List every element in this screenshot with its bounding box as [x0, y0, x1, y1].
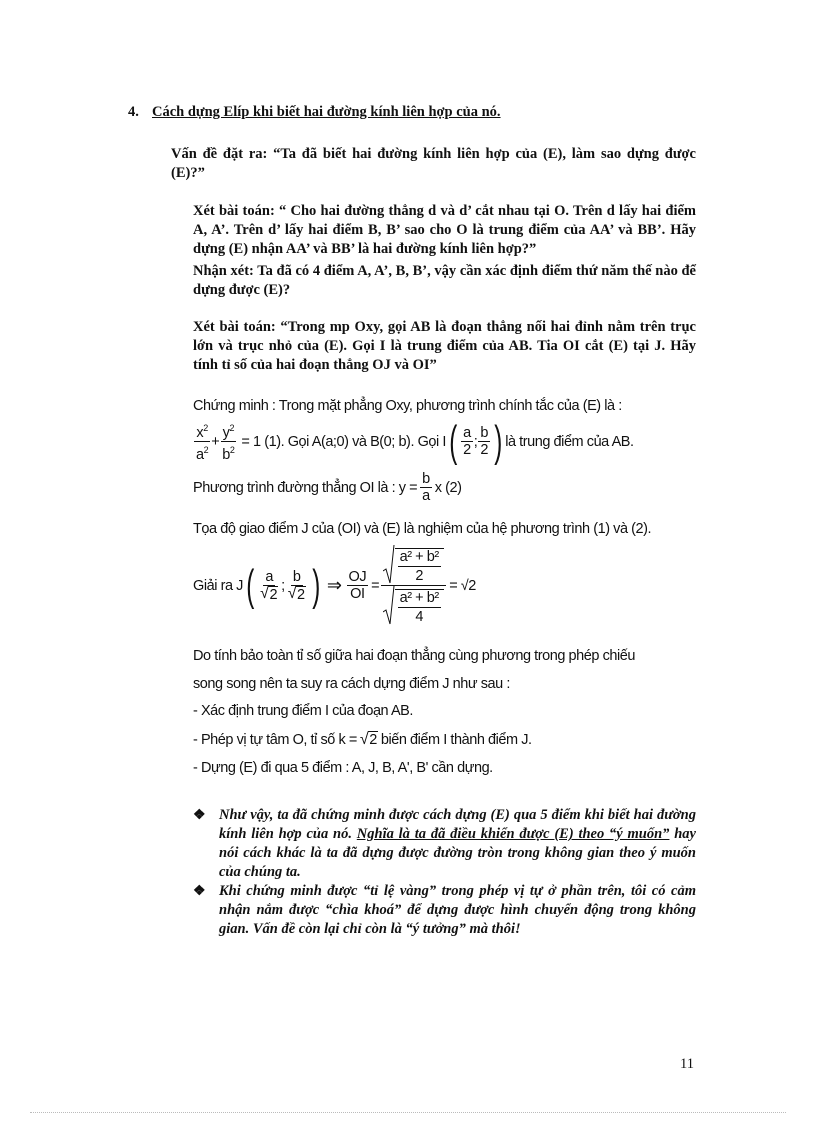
ratio-fraction: a² + b² 2 a² + b² 4	[382, 545, 444, 626]
radical-sign-icon	[383, 586, 395, 626]
page-divider	[30, 1112, 786, 1113]
construction-step-2: - Phép vị tự tâm O, tỉ số k = √ 2 biến điểm I thành điểm J.	[193, 731, 532, 748]
section-title: Cách dựng Elíp khi biết hai đường kính liên hợp của nó.	[152, 104, 501, 120]
bullet-list	[193, 806, 696, 939]
problem-2: Xét bài toán: “Trong mp Oxy, gọi AB là đoạn thẳng nối hai đỉnh nằm trên trục lớn và trục nhỏ của (E). Gọi I là trung điểm của AB. Tia OI cắt (E) tại J. Hãy tính tỉ số của hai đoạn thẳng OJ và OI”	[193, 319, 696, 373]
remark: Nhận xét: Ta đã có 4 điểm A, A’, B, B’, vậy cần xác định điểm thứ năm thế nào để dựng được (E)?	[193, 263, 696, 298]
conclusion-line-2: song song nên ta suy ra cách dựng điểm J như sau :	[193, 676, 510, 692]
section-number: 4.	[128, 104, 139, 120]
y2-over-b2: $\frac{y^2}{b^2}$	[220, 420, 236, 463]
intersection-text: Tọa độ giao điểm J của (OI) và (E) là nghiệm của hệ phương trình (1) và (2).	[193, 521, 652, 537]
construction-step-1: - Xác định trung điểm I của đoạn AB.	[193, 703, 413, 719]
list-item: ❖ Như vậy, ta đã chứng minh được cách dựng (E) qua 5 điểm khi biết hai đường kính liên hợp của nó. Nghĩa là ta đã điều khiển được (E) theo “ý muốn” hay nói cách khác là ta đã dựng được đường tròn trong không gian theo ý muốn của chúng ta.	[193, 807, 696, 880]
midpoint-text: là trung điểm của AB.	[505, 433, 634, 450]
ellipse-equation: $\frac{x^2}{a^2}$ + $\frac{y^2}{b^2}$ = 1 (1). Gọi A(a;0) và B(0; b). Gọi I ( $\frac{a}{2}$ ; $\frac{b}{2}$ ) là trung điểm của AB.	[196, 416, 634, 466]
proof-intro: Chứng minh : Trong mặt phẳng Oxy, phương trình chính tắc của (E) là :	[193, 398, 622, 414]
solution-equation: Giải ra J ( a √ 2 ; b √ 2 ) ⇒ $\frac{OJ}{OI}$ = a² + b² 2 a² + b² 4 = √2	[193, 545, 476, 626]
x2-over-a2: $\frac{x^2}{a^2}$	[194, 420, 210, 463]
construction-step-3: - Dựng (E) đi qua 5 điểm : A, J, B, A', B' cần dựng.	[193, 760, 493, 776]
line-oi-equation: Phương trình đường thẳng OI là : y = $\frac{b}{a}$ x (2)	[193, 471, 462, 504]
diamond-bullet-icon: ❖	[193, 884, 206, 899]
conclusion-line-1: Do tính bảo toàn tỉ số giữa hai đoạn thẳng cùng phương trong phép chiếu	[193, 648, 635, 664]
section-heading	[128, 104, 501, 121]
page-number: 11	[680, 1056, 694, 1072]
diamond-bullet-icon: ❖	[193, 808, 206, 823]
problem-1: Xét bài toán: “ Cho hai đường thẳng d và d’ cắt nhau tại O. Trên d lấy hai điểm A, A’. Trên d’ lấy hai điểm B, B’ sao cho O là trung điểm của AA’ và BB’. Hãy dựng (E) nhận AA’ và BB’ là hai đường kính liên hợp?”	[193, 203, 696, 257]
list-item: ❖ Khi chứng minh được “tỉ lệ vàng” trong phép vị tự ở phần trên, tôi có cảm nhận nắm được “chìa khoá” để dựng được hình chuyển động trong không gian. Vấn đề còn lại chỉ còn là “ý tưởng” mà thôi!	[193, 883, 696, 937]
radical-sign-icon	[383, 545, 395, 585]
problem-statement: Vấn đề đặt ra: “Ta đã biết hai đường kính liên hợp của (E), làm sao dựng được (E)?”	[171, 146, 696, 181]
